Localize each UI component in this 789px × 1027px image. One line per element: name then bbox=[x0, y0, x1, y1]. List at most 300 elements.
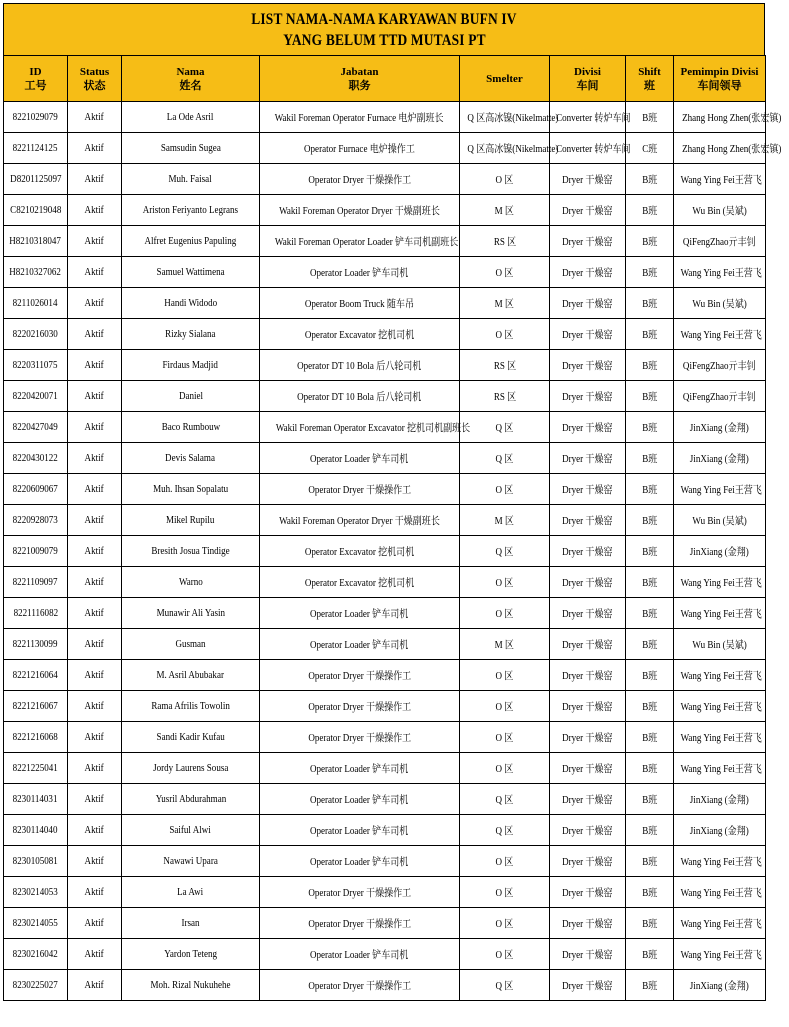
cell-id[interactable] bbox=[4, 319, 68, 350]
cell-status-text: Aktif bbox=[84, 266, 105, 278]
cell-nama[interactable] bbox=[122, 970, 260, 1001]
cell-id[interactable] bbox=[4, 598, 68, 629]
cell-nama[interactable] bbox=[122, 505, 260, 536]
cell-status[interactable] bbox=[68, 815, 122, 846]
cell-id[interactable] bbox=[4, 970, 68, 1001]
cell-smelter[interactable] bbox=[460, 846, 550, 877]
cell-jabatan[interactable] bbox=[260, 970, 460, 1001]
table-row[interactable] bbox=[4, 815, 766, 846]
cell-shift[interactable] bbox=[626, 474, 674, 505]
cell-status[interactable] bbox=[68, 536, 122, 567]
cell-shift[interactable] bbox=[626, 257, 674, 288]
cell-id[interactable] bbox=[4, 877, 68, 908]
cell-nama[interactable] bbox=[122, 319, 260, 350]
cell-nama[interactable] bbox=[122, 753, 260, 784]
cell-smelter[interactable] bbox=[460, 877, 550, 908]
table-row[interactable] bbox=[4, 908, 766, 939]
cell-jabatan[interactable] bbox=[260, 102, 460, 133]
cell-pemimpin[interactable] bbox=[674, 939, 766, 970]
cell-nama[interactable] bbox=[122, 412, 260, 443]
cell-divisi[interactable] bbox=[550, 815, 626, 846]
cell-jabatan[interactable] bbox=[260, 412, 471, 443]
sheet-title-line-2: YANG BELUM TTD MUTASI PT bbox=[282, 31, 486, 49]
cell-divisi[interactable] bbox=[550, 226, 626, 257]
cell-nama[interactable] bbox=[122, 350, 260, 381]
table-row[interactable] bbox=[4, 102, 766, 133]
table-row[interactable] bbox=[4, 505, 766, 536]
cell-shift[interactable] bbox=[626, 443, 674, 474]
cell-pemimpin[interactable] bbox=[674, 970, 766, 1001]
cell-nama[interactable] bbox=[122, 722, 260, 753]
cell-jabatan[interactable] bbox=[260, 505, 460, 536]
cell-shift[interactable] bbox=[626, 195, 674, 226]
column-header-status[interactable] bbox=[68, 56, 122, 102]
cell-nama[interactable] bbox=[122, 288, 260, 319]
cell-shift[interactable] bbox=[626, 815, 674, 846]
cell-smelter[interactable] bbox=[460, 598, 550, 629]
cell-status[interactable] bbox=[68, 195, 122, 226]
cell-id[interactable] bbox=[4, 784, 68, 815]
cell-nama[interactable] bbox=[122, 102, 260, 133]
cell-smelter[interactable] bbox=[460, 474, 550, 505]
cell-id[interactable] bbox=[4, 722, 68, 753]
cell-nama[interactable] bbox=[122, 877, 260, 908]
table-row[interactable] bbox=[4, 784, 766, 815]
cell-nama[interactable] bbox=[122, 784, 260, 815]
cell-nama[interactable] bbox=[122, 939, 260, 970]
cell-pemimpin[interactable] bbox=[674, 846, 766, 877]
cell-pemimpin[interactable] bbox=[674, 505, 766, 536]
cell-id[interactable] bbox=[4, 846, 68, 877]
cell-pemimpin[interactable] bbox=[674, 164, 766, 195]
cell-nama[interactable] bbox=[122, 474, 260, 505]
cell-id[interactable] bbox=[4, 195, 68, 226]
cell-id[interactable] bbox=[4, 505, 68, 536]
cell-shift[interactable] bbox=[626, 567, 674, 598]
table-row[interactable] bbox=[4, 629, 766, 660]
cell-divisi[interactable] bbox=[550, 195, 626, 226]
cell-smelter[interactable] bbox=[460, 350, 550, 381]
cell-status[interactable] bbox=[68, 784, 122, 815]
cell-shift[interactable] bbox=[626, 319, 674, 350]
column-header-sublabel: 车间领导 bbox=[697, 79, 742, 92]
cell-nama[interactable] bbox=[122, 846, 260, 877]
cell-jabatan-text: Operator Loader 铲车司机 bbox=[310, 608, 409, 620]
cell-pemimpin[interactable] bbox=[674, 257, 766, 288]
cell-smelter[interactable] bbox=[460, 784, 550, 815]
cell-id[interactable] bbox=[4, 660, 68, 691]
cell-divisi[interactable] bbox=[550, 288, 626, 319]
column-header-nama[interactable] bbox=[122, 56, 260, 102]
cell-smelter[interactable] bbox=[460, 939, 550, 970]
cell-jabatan[interactable] bbox=[260, 691, 460, 722]
cell-jabatan[interactable] bbox=[260, 381, 460, 412]
cell-status[interactable] bbox=[68, 412, 122, 443]
cell-jabatan[interactable] bbox=[260, 815, 460, 846]
table-row[interactable] bbox=[4, 288, 766, 319]
cell-divisi[interactable] bbox=[550, 939, 626, 970]
cell-divisi[interactable] bbox=[550, 381, 626, 412]
cell-id[interactable] bbox=[4, 412, 68, 443]
column-header-pemimpin[interactable] bbox=[674, 56, 766, 102]
table-row[interactable] bbox=[4, 443, 766, 474]
cell-id-text: 8221109097 bbox=[13, 576, 58, 588]
cell-status[interactable] bbox=[68, 753, 122, 784]
cell-divisi[interactable] bbox=[550, 567, 626, 598]
cell-divisi[interactable] bbox=[550, 722, 626, 753]
cell-divisi-text: Dryer 干燥窑 bbox=[562, 980, 613, 992]
cell-jabatan[interactable] bbox=[260, 598, 460, 629]
cell-divisi-text: Dryer 干燥窑 bbox=[562, 701, 613, 713]
cell-shift[interactable] bbox=[626, 350, 674, 381]
table-row[interactable] bbox=[4, 753, 766, 784]
cell-smelter[interactable] bbox=[460, 660, 550, 691]
table-row[interactable] bbox=[4, 350, 766, 381]
cell-jabatan[interactable] bbox=[260, 257, 460, 288]
cell-shift[interactable] bbox=[626, 939, 674, 970]
cell-nama[interactable] bbox=[122, 226, 260, 257]
cell-pemimpin[interactable] bbox=[674, 474, 766, 505]
cell-jabatan[interactable] bbox=[260, 195, 460, 226]
cell-nama[interactable] bbox=[122, 257, 260, 288]
cell-status[interactable] bbox=[68, 288, 122, 319]
cell-pemimpin[interactable] bbox=[674, 908, 766, 939]
table-row[interactable] bbox=[4, 195, 766, 226]
cell-id[interactable] bbox=[4, 536, 68, 567]
cell-pemimpin-text: Wang Ying Fei王营飞 bbox=[680, 484, 762, 496]
cell-pemimpin[interactable] bbox=[674, 350, 766, 381]
column-header-divisi[interactable] bbox=[550, 56, 626, 102]
cell-status[interactable] bbox=[68, 226, 122, 257]
cell-id[interactable] bbox=[4, 629, 68, 660]
cell-divisi[interactable] bbox=[550, 536, 626, 567]
cell-divisi[interactable] bbox=[550, 257, 626, 288]
cell-status[interactable] bbox=[68, 877, 122, 908]
cell-divisi[interactable] bbox=[550, 753, 626, 784]
cell-shift[interactable] bbox=[626, 691, 674, 722]
cell-divisi[interactable] bbox=[550, 877, 626, 908]
cell-status[interactable] bbox=[68, 257, 122, 288]
cell-id[interactable] bbox=[4, 164, 68, 195]
cell-shift[interactable] bbox=[626, 536, 674, 567]
cell-status[interactable] bbox=[68, 164, 122, 195]
cell-shift[interactable] bbox=[626, 164, 674, 195]
cell-shift[interactable] bbox=[626, 381, 674, 412]
cell-divisi-text: Dryer 干燥窑 bbox=[562, 360, 613, 372]
cell-divisi-text: Dryer 干燥窑 bbox=[562, 205, 613, 217]
cell-shift[interactable] bbox=[626, 846, 674, 877]
cell-smelter[interactable] bbox=[460, 381, 550, 412]
cell-pemimpin-text: JinXiang (金翔) bbox=[690, 453, 749, 465]
cell-id[interactable] bbox=[4, 102, 68, 133]
cell-status[interactable] bbox=[68, 443, 122, 474]
cell-jabatan[interactable] bbox=[260, 722, 460, 753]
cell-shift[interactable] bbox=[626, 970, 674, 1001]
cell-jabatan-text: Operator Loader 铲车司机 bbox=[310, 856, 409, 868]
cell-jabatan-text: Operator Excavator 挖机司机 bbox=[304, 577, 415, 589]
table-row[interactable] bbox=[4, 474, 766, 505]
table-row[interactable] bbox=[4, 133, 766, 164]
cell-smelter[interactable] bbox=[460, 226, 550, 257]
cell-status[interactable] bbox=[68, 102, 122, 133]
cell-smelter[interactable] bbox=[460, 753, 550, 784]
table-row[interactable] bbox=[4, 536, 766, 567]
cell-shift[interactable] bbox=[626, 598, 674, 629]
cell-pemimpin[interactable] bbox=[674, 753, 766, 784]
table-row[interactable] bbox=[4, 164, 766, 195]
cell-jabatan[interactable] bbox=[260, 443, 460, 474]
cell-status[interactable] bbox=[68, 133, 122, 164]
cell-pemimpin[interactable] bbox=[674, 877, 766, 908]
cell-status-text: Aktif bbox=[84, 638, 105, 650]
cell-status[interactable] bbox=[68, 567, 122, 598]
cell-smelter[interactable] bbox=[460, 164, 550, 195]
cell-jabatan[interactable] bbox=[260, 474, 460, 505]
table-row[interactable] bbox=[4, 660, 766, 691]
cell-id[interactable] bbox=[4, 350, 68, 381]
cell-status-text: Aktif bbox=[84, 979, 105, 991]
cell-pemimpin[interactable] bbox=[674, 629, 766, 660]
cell-pemimpin[interactable] bbox=[674, 226, 766, 257]
cell-divisi[interactable] bbox=[550, 474, 626, 505]
cell-smelter[interactable] bbox=[460, 195, 550, 226]
cell-shift[interactable] bbox=[626, 412, 674, 443]
table-row[interactable] bbox=[4, 598, 766, 629]
cell-jabatan[interactable] bbox=[260, 536, 460, 567]
cell-jabatan[interactable] bbox=[260, 226, 460, 257]
cell-pemimpin[interactable] bbox=[674, 319, 766, 350]
cell-status[interactable] bbox=[68, 970, 122, 1001]
cell-status[interactable] bbox=[68, 722, 122, 753]
cell-jabatan[interactable] bbox=[260, 877, 460, 908]
cell-shift[interactable] bbox=[626, 660, 674, 691]
table-row[interactable] bbox=[4, 226, 766, 257]
column-header-jabatan[interactable] bbox=[260, 56, 460, 102]
cell-pemimpin[interactable] bbox=[674, 381, 766, 412]
cell-pemimpin[interactable] bbox=[674, 691, 766, 722]
cell-shift[interactable] bbox=[626, 877, 674, 908]
cell-shift[interactable] bbox=[626, 753, 674, 784]
cell-divisi[interactable] bbox=[550, 660, 626, 691]
table-row[interactable] bbox=[4, 846, 766, 877]
cell-id[interactable] bbox=[4, 753, 68, 784]
cell-pemimpin[interactable] bbox=[674, 102, 782, 133]
table-row[interactable] bbox=[4, 970, 766, 1001]
cell-divisi[interactable] bbox=[550, 629, 626, 660]
table-row[interactable] bbox=[4, 319, 766, 350]
table-row[interactable] bbox=[4, 381, 766, 412]
column-header-shift[interactable] bbox=[626, 56, 674, 102]
cell-divisi[interactable] bbox=[550, 505, 626, 536]
cell-shift[interactable] bbox=[626, 102, 674, 133]
cell-jabatan[interactable] bbox=[260, 939, 460, 970]
cell-divisi[interactable] bbox=[550, 691, 626, 722]
cell-divisi[interactable] bbox=[550, 846, 626, 877]
cell-status-text: Aktif bbox=[84, 514, 105, 526]
cell-shift[interactable] bbox=[626, 629, 674, 660]
cell-nama[interactable] bbox=[122, 815, 260, 846]
cell-smelter[interactable] bbox=[460, 536, 550, 567]
cell-divisi[interactable] bbox=[550, 443, 626, 474]
cell-divisi[interactable] bbox=[550, 164, 626, 195]
cell-jabatan[interactable] bbox=[260, 288, 460, 319]
cell-divisi[interactable] bbox=[550, 970, 626, 1001]
cell-jabatan-text: Wakil Foreman Operator Furnace 电炉副班长 bbox=[275, 112, 444, 124]
cell-nama[interactable] bbox=[122, 691, 260, 722]
cell-pemimpin[interactable] bbox=[674, 660, 766, 691]
cell-smelter[interactable] bbox=[460, 319, 550, 350]
cell-id[interactable] bbox=[4, 474, 68, 505]
cell-jabatan[interactable] bbox=[260, 133, 460, 164]
cell-status[interactable] bbox=[68, 381, 122, 412]
cell-id[interactable] bbox=[4, 288, 68, 319]
cell-shift-text: B班 bbox=[641, 174, 658, 186]
cell-jabatan-text: Operator Dryer 干燥操作工 bbox=[308, 887, 411, 899]
cell-pemimpin[interactable] bbox=[674, 443, 766, 474]
cell-jabatan[interactable] bbox=[260, 908, 460, 939]
cell-jabatan[interactable] bbox=[260, 164, 460, 195]
cell-divisi[interactable] bbox=[550, 102, 631, 133]
cell-smelter[interactable] bbox=[460, 567, 550, 598]
cell-nama-text: Devis Salama bbox=[165, 452, 216, 464]
cell-id[interactable] bbox=[4, 133, 68, 164]
cell-pemimpin[interactable] bbox=[674, 784, 766, 815]
cell-status[interactable] bbox=[68, 691, 122, 722]
cell-divisi[interactable] bbox=[550, 908, 626, 939]
cell-smelter[interactable] bbox=[460, 505, 550, 536]
cell-shift[interactable] bbox=[626, 288, 674, 319]
cell-smelter[interactable] bbox=[460, 908, 550, 939]
table-row[interactable] bbox=[4, 939, 766, 970]
cell-jabatan-text: Operator Loader 铲车司机 bbox=[310, 453, 409, 465]
cell-divisi[interactable] bbox=[550, 784, 626, 815]
cell-jabatan-text: Operator Loader 铲车司机 bbox=[310, 639, 409, 651]
cell-pemimpin[interactable] bbox=[674, 567, 766, 598]
cell-id[interactable] bbox=[4, 815, 68, 846]
cell-nama[interactable] bbox=[122, 629, 260, 660]
cell-smelter[interactable] bbox=[460, 691, 550, 722]
cell-jabatan[interactable] bbox=[260, 660, 460, 691]
column-header-label: Smelter bbox=[486, 72, 523, 85]
cell-smelter[interactable] bbox=[460, 970, 550, 1001]
cell-id[interactable] bbox=[4, 226, 68, 257]
cell-nama[interactable] bbox=[122, 660, 260, 691]
cell-status[interactable] bbox=[68, 319, 122, 350]
cell-nama[interactable] bbox=[122, 133, 260, 164]
cell-nama[interactable] bbox=[122, 598, 260, 629]
cell-jabatan[interactable] bbox=[260, 629, 460, 660]
cell-id-text: 8220420071 bbox=[12, 390, 59, 402]
table-row[interactable] bbox=[4, 722, 766, 753]
cell-shift[interactable] bbox=[626, 908, 674, 939]
cell-id[interactable] bbox=[4, 908, 68, 939]
cell-id[interactable] bbox=[4, 939, 68, 970]
cell-nama[interactable] bbox=[122, 567, 260, 598]
cell-nama[interactable] bbox=[122, 443, 260, 474]
cell-pemimpin[interactable] bbox=[674, 288, 766, 319]
cell-status[interactable] bbox=[68, 908, 122, 939]
cell-smelter[interactable] bbox=[460, 815, 550, 846]
cell-nama[interactable] bbox=[122, 164, 260, 195]
cell-smelter[interactable] bbox=[460, 443, 550, 474]
cell-pemimpin[interactable] bbox=[674, 815, 766, 846]
cell-id[interactable] bbox=[4, 567, 68, 598]
cell-status[interactable] bbox=[68, 350, 122, 381]
cell-jabatan-text: Operator Loader 铲车司机 bbox=[310, 763, 409, 775]
cell-jabatan[interactable] bbox=[260, 753, 460, 784]
cell-smelter[interactable] bbox=[460, 257, 550, 288]
cell-id[interactable] bbox=[4, 443, 68, 474]
cell-shift-text: B班 bbox=[641, 453, 658, 465]
cell-nama[interactable] bbox=[122, 195, 260, 226]
cell-pemimpin[interactable] bbox=[674, 195, 766, 226]
cell-nama[interactable] bbox=[122, 536, 260, 567]
table-row[interactable] bbox=[4, 412, 766, 443]
cell-id[interactable] bbox=[4, 257, 68, 288]
cell-jabatan[interactable] bbox=[260, 319, 460, 350]
cell-divisi[interactable] bbox=[550, 412, 626, 443]
cell-jabatan[interactable] bbox=[260, 567, 460, 598]
cell-status-text: Aktif bbox=[84, 607, 105, 619]
cell-jabatan[interactable] bbox=[260, 784, 460, 815]
cell-shift[interactable] bbox=[626, 722, 674, 753]
cell-pemimpin[interactable] bbox=[674, 412, 766, 443]
cell-pemimpin[interactable] bbox=[674, 598, 766, 629]
cell-divisi[interactable] bbox=[550, 350, 626, 381]
table-row[interactable] bbox=[4, 257, 766, 288]
cell-shift[interactable] bbox=[626, 226, 674, 257]
cell-pemimpin[interactable] bbox=[674, 536, 766, 567]
cell-pemimpin[interactable] bbox=[674, 722, 766, 753]
cell-smelter[interactable] bbox=[460, 722, 550, 753]
cell-id[interactable] bbox=[4, 381, 68, 412]
cell-smelter[interactable] bbox=[460, 629, 550, 660]
table-row[interactable] bbox=[4, 877, 766, 908]
cell-id[interactable] bbox=[4, 691, 68, 722]
cell-divisi[interactable] bbox=[550, 598, 626, 629]
cell-status[interactable] bbox=[68, 505, 122, 536]
column-header-smelter[interactable] bbox=[460, 56, 550, 102]
cell-smelter[interactable] bbox=[460, 102, 559, 133]
cell-nama[interactable] bbox=[122, 908, 260, 939]
table-row[interactable] bbox=[4, 567, 766, 598]
cell-status[interactable] bbox=[68, 660, 122, 691]
cell-shift[interactable] bbox=[626, 133, 674, 164]
cell-divisi[interactable] bbox=[550, 133, 631, 164]
column-header-id[interactable] bbox=[4, 56, 68, 102]
cell-smelter[interactable] bbox=[460, 133, 559, 164]
cell-shift[interactable] bbox=[626, 505, 674, 536]
cell-id-text: 8220928073 bbox=[12, 514, 59, 526]
cell-smelter[interactable] bbox=[460, 412, 550, 443]
cell-status[interactable] bbox=[68, 598, 122, 629]
cell-status[interactable] bbox=[68, 939, 122, 970]
cell-smelter[interactable] bbox=[460, 288, 550, 319]
cell-status-text: Aktif bbox=[84, 297, 105, 309]
cell-divisi[interactable] bbox=[550, 319, 626, 350]
cell-shift[interactable] bbox=[626, 784, 674, 815]
cell-shift-text: B班 bbox=[641, 484, 658, 496]
cell-status[interactable] bbox=[68, 474, 122, 505]
cell-nama-text: Rizky Sialana bbox=[165, 328, 216, 340]
cell-status[interactable] bbox=[68, 629, 122, 660]
table-row[interactable] bbox=[4, 691, 766, 722]
cell-jabatan[interactable] bbox=[260, 350, 460, 381]
cell-pemimpin[interactable] bbox=[674, 133, 782, 164]
cell-status[interactable] bbox=[68, 846, 122, 877]
cell-jabatan[interactable] bbox=[260, 846, 460, 877]
cell-nama[interactable] bbox=[122, 381, 260, 412]
